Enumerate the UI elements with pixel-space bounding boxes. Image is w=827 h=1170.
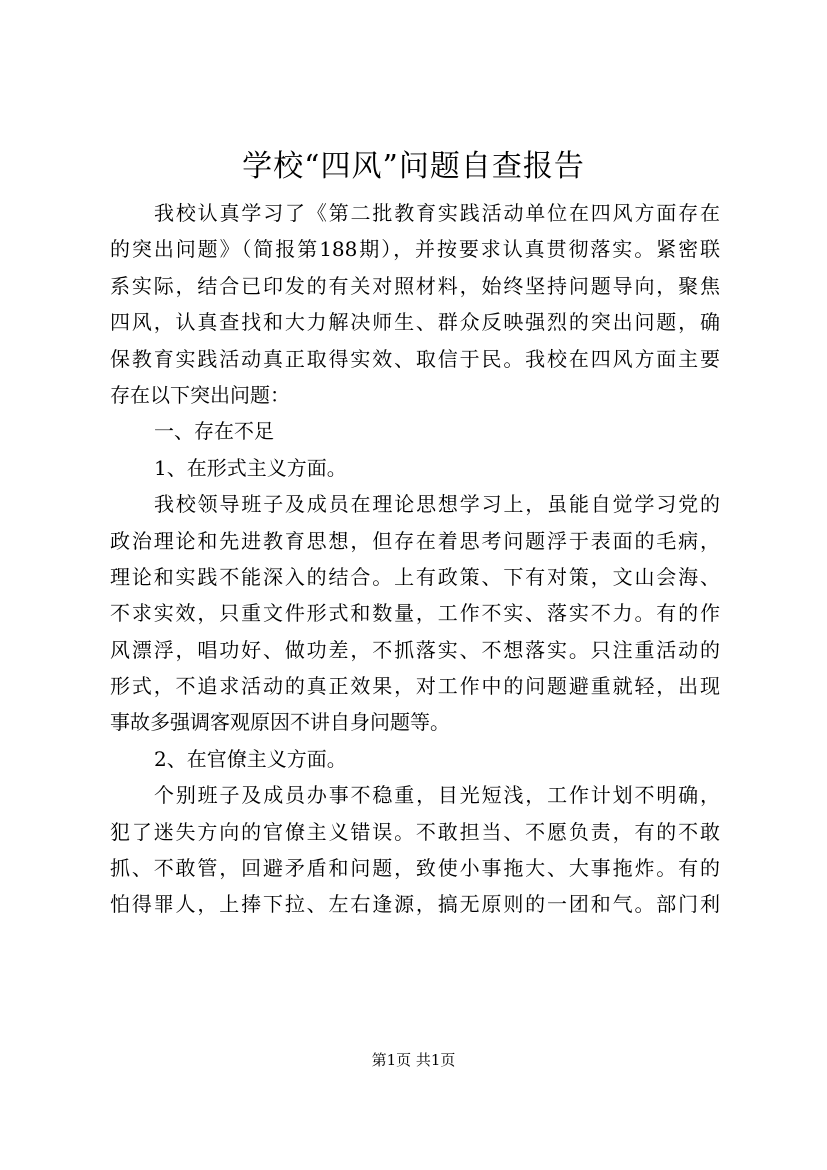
body-line: 怕得罪人，上捧下拉、左右逢源，搞无原则的一团和气。部门利: [110, 892, 720, 917]
body-line: 不求实效，只重文件形式和数量，工作不实、落实不力。有的作: [110, 601, 720, 626]
body-line: 抓、不敢管，回避矛盾和问题，致使小事拖大、大事拖炸。有的: [110, 856, 720, 881]
body-line: 形式，不追求活动的真正效果，对工作中的问题避重就轻，出现: [110, 674, 720, 699]
body-line: 政治理论和先进教育思想，但存在着思考问题浮于表面的毛病，: [110, 528, 720, 553]
subsection-heading: 2、在官僚主义方面。: [154, 746, 347, 771]
body-line: 四风，认真查找和大力解决师生、群众反映强烈的突出问题，确: [110, 310, 720, 335]
body-line: 的突出问题》（简报第188期），并按要求认真贯彻落实。紧密联: [110, 237, 720, 262]
body-line: 我校认真学习了《第二批教育实践活动单位在四风方面存在: [154, 201, 720, 225]
body-line: 存在以下突出问题：: [110, 382, 290, 407]
body-line: 保教育实践活动真正取得实效、取信于民。我校在四风方面主要: [110, 346, 720, 371]
section-heading: 一、存在不足: [154, 419, 274, 444]
body-line: 理论和实践不能深入的结合。上有政策、下有对策，文山会海、: [110, 564, 720, 589]
document-body: [110, 195, 720, 923]
body-line: 犯了迷失方向的官僚主义错误。不敢担当、不愿负责，有的不敢: [110, 819, 720, 844]
document-title: 学校“四风”问题自查报告: [242, 149, 585, 184]
page-footer: 第1页 共1页: [371, 1051, 456, 1069]
body-line: 事故多强调客观原因不讲自身问题等。: [110, 710, 450, 735]
body-line: 个别班子及成员办事不稳重，目光短浅，工作计划不明确，: [154, 783, 720, 808]
body-line: 我校领导班子及成员在理论思想学习上，虽能自觉学习党的: [154, 492, 720, 517]
body-line: 风漂浮，唱功好、做功差，不抓落实、不想落实。只注重活动的: [110, 637, 720, 662]
subsection-heading: 1、在形式主义方面。: [154, 455, 347, 480]
body-line: 系实际，结合已印发的有关对照材料，始终坚持问题导向，聚焦: [110, 273, 720, 298]
